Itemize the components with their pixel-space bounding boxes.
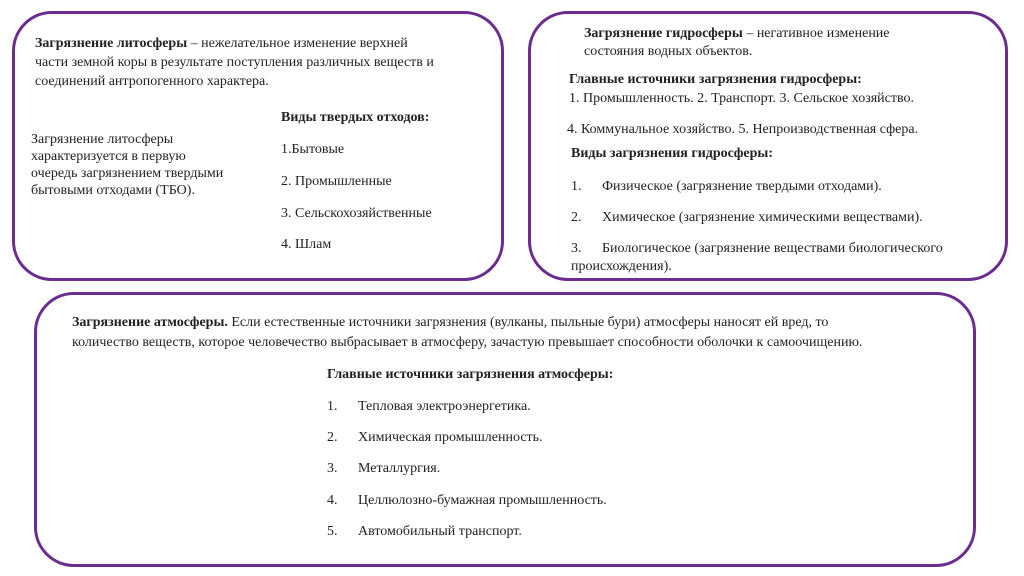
lithosphere-description-line-2: характеризуется в первую [31, 149, 186, 164]
hydrosphere-sources-line-1: 1. Промышленность. 2. Транспорт. 3. Сельское хозяйство. [569, 91, 915, 106]
hydrosphere-type-item: 2. Химическое (загрязнение химическими веществами). [571, 210, 923, 225]
waste-type-item: 2. Промышленные [281, 174, 392, 189]
hydrosphere-title: Загрязнение гидросферы [584, 26, 743, 41]
lithosphere-title: Загрязнение литосферы [35, 36, 188, 51]
waste-type-item: 1.Бытовые [281, 142, 345, 157]
hydrosphere-definition-line-2: состояния водных объектов. [584, 44, 753, 59]
waste-type-item: 3. Сельскохозяйственные [281, 206, 432, 221]
hydrosphere-card [528, 11, 1008, 281]
atmosphere-intro-line-1: Загрязнение атмосферы. Если естественные источники загрязнения (вулканы, пыльные бури) атмосферы наносят ей вред, то [72, 315, 829, 330]
hydrosphere-type-item-continued: происхождения). [571, 259, 672, 274]
lithosphere-description-line-3: очередь загрязнением твердыми [31, 166, 224, 181]
hydrosphere-type-item: 1. Физическое (загрязнение твердыми отходами). [571, 179, 882, 194]
atmosphere-source-item: 1. Тепловая электроэнергетика. [327, 399, 531, 414]
waste-types-heading: Виды твердых отходов: [281, 110, 430, 125]
atmosphere-source-item: 3. Металлургия. [327, 461, 441, 476]
hydrosphere-sources-line-2: 4. Коммунальное хозяйство. 5. Непроизводственная сфера. [567, 122, 919, 137]
hydrosphere-type-item: 3. Биологическое (загрязнение веществами биологического [571, 241, 943, 256]
lithosphere-definition-line-1: Загрязнение литосферы – нежелательное изменение верхней [35, 36, 408, 51]
lithosphere-definition-line-2: части земной коры в результате поступления различных веществ и [35, 55, 434, 70]
hydrosphere-sources-heading: Главные источники загрязнения гидросферы: [569, 72, 862, 87]
atmosphere-intro-line-2: количество веществ, которое человечество выбрасывает в атмосферу, зачастую превышает способности оболочки к самоочищению. [72, 335, 863, 350]
atmosphere-title: Загрязнение атмосферы. [72, 315, 228, 330]
lithosphere-description-line-1: Загрязнение литосферы [31, 132, 174, 147]
atmosphere-source-item: 4. Целлюлозно-бумажная промышленность. [327, 493, 607, 508]
atmosphere-sources-heading: Главные источники загрязнения атмосферы: [327, 367, 614, 382]
lithosphere-description-line-4: бытовыми отходами (ТБО). [31, 183, 195, 198]
lithosphere-definition-line-3: соединений антропогенного характера. [35, 74, 269, 89]
atmosphere-source-item: 2. Химическая промышленность. [327, 430, 543, 445]
hydrosphere-types-heading: Виды загрязнения гидросферы: [571, 146, 773, 161]
lithosphere-card [12, 11, 504, 281]
atmosphere-source-item: 5. Автомобильный транспорт. [327, 524, 522, 539]
waste-type-item: 4. Шлам [281, 237, 332, 252]
hydrosphere-definition-line-1: Загрязнение гидросферы – негативное изменение [584, 26, 890, 41]
atmosphere-card [34, 292, 976, 567]
